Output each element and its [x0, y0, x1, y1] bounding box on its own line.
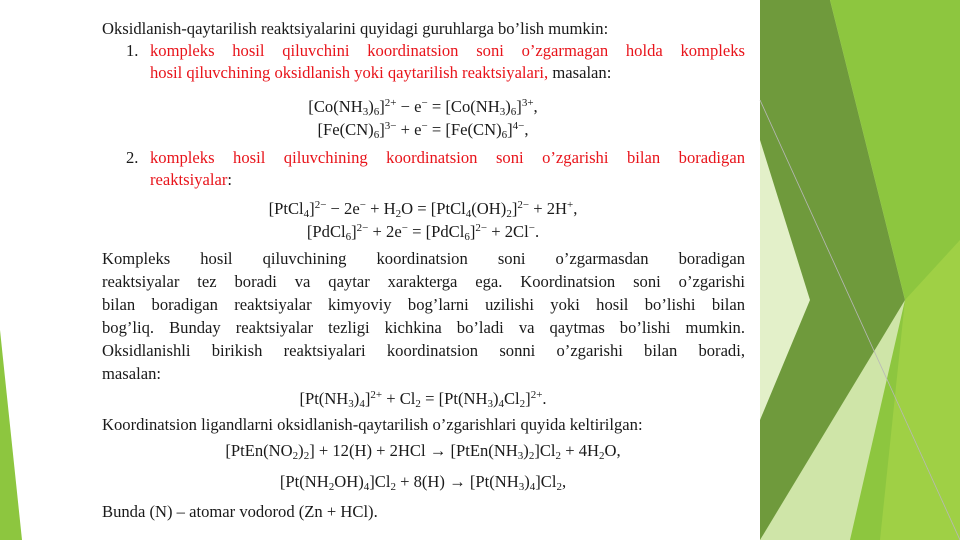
equation-2: $[Fe(CN)_6]^{3-} + e^- = [Fe(CN)_6]^{4-}$, [317, 120, 529, 141]
document-page [88, 8, 758, 540]
item-1-line-1: kompleks hosil qiluvchini koordinatsion soni o’zgarmagan holda kompleks [150, 41, 745, 60]
paragraph-1-line-4: bog’liq. Bunday reaktsiyalar tezligi kichkina bo’ladi va qaytmas bo’lishi mumkin. [102, 318, 745, 337]
item-1-line-2-tail: masalan: [548, 63, 612, 82]
paragraph-1-line-2: reaktsiyalar tez boradi va qaytar xarakterga ega. Koordinatsion soni o’zgarishi [102, 272, 745, 291]
paragraph-1-line-6: masalan: [102, 364, 161, 383]
equation-4: [PdCl$_6$]$^{2-}$ + 2e− = [PdCl$_6$]$^{2-}$ + 2Cl−. [306, 222, 540, 243]
item-2-line-2-red: reaktsiyalar [150, 170, 228, 189]
item-1-number: 1. [126, 41, 139, 60]
item-2-line-2 [150, 169, 232, 191]
item-1-line-2-red: hosil qiluvchining oksidlanish yoki qaytarilish reaktsiyalari, [150, 63, 549, 82]
paragraph-2: Koordinatsion ligandlarni oksidlanish-qaytarilish o’zgarishlari quyida keltirilgan: [102, 415, 643, 434]
equation-1: $[Co(NH_3)_6]^{2+} - e^- = [Co(NH_3)_6]^{3+}$, [308, 97, 538, 118]
equation-3: [PtCl$_4$]$^{2-}$ − $2e^- + H_2O$ = $[PtCl_4(OH)_2]^{2-} + 2H^+$, [268, 199, 578, 220]
paragraph-1-line-3: bilan boradigan reaktsiyalar kimyoviy bog’larni uzilishi yoki hosil bo’lishi bilan [102, 295, 745, 314]
equation-5: $[Pt(NH_3)_4]^{2+} + Cl_2 = [Pt(NH_3)_4Cl_2]^{2+}$. [299, 389, 547, 410]
equation-7: $[Pt(NH_2OH)_4]Cl_2 + 8(H) \to [Pt(NH_3)_4]Cl_2$, [279, 472, 567, 493]
paragraph-1-line-5: Oksidlanishli birikish reaktsiyalari koordinatsion sonni o’zgarishi bilan boradi, [102, 341, 745, 360]
item-1-line-2 [150, 62, 611, 84]
item-2-line-2-tail: : [227, 170, 233, 189]
intro-text: Oksidlanish-qaytarilish reaktsiyalarini quyidagi guruhlarga bo’lish mumkin: [102, 19, 609, 38]
footer-note: Bunda (N) – atomar vodorod (Zn + HCl). [102, 502, 378, 521]
paragraph-1-line-1: Kompleks hosil qiluvchining koordinatsion soni o’zgarmasdan boradigan [102, 249, 745, 268]
item-2-number: 2. [126, 148, 139, 167]
item-2-line-1: kompleks hosil qiluvchining koordinatsion soni o’zgarishi bilan boradigan [150, 148, 745, 167]
left-green-triangle [0, 330, 22, 540]
equation-6: $[PtEn(NO_2)_2] + 12(H) + 2HCl$ → $[PtEn(NH_3)_2]Cl_2 + 4H_2O$, [225, 441, 621, 462]
